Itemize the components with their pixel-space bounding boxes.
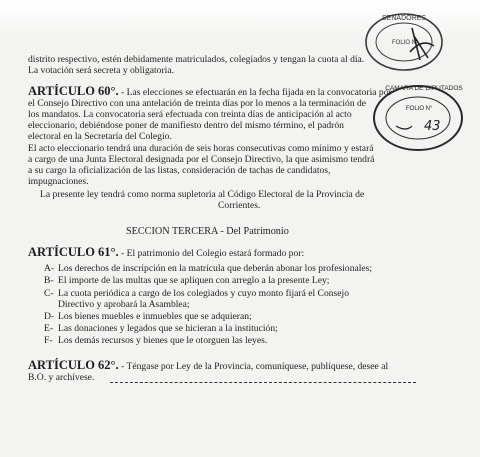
item-letter: C- <box>44 288 54 299</box>
art60-line6: El acto eleccionario tendrá una duración de seis horas consecutivas como mínimo y estará <box>28 143 374 154</box>
item-text: Los bienes muebles e inmuebles que se adquieran; <box>58 311 252 322</box>
item-text: Los derechos de inscripción en la matrícula que deberán abonar los profesionales; <box>58 263 373 274</box>
art61-item-f <box>44 335 267 346</box>
para1-line2: La votación será secreta y obligatoria. <box>28 65 174 76</box>
item-text: El importe de las multas que se apliquen con arreglo a la presente Ley; <box>58 275 330 286</box>
art60-line3: los mandatos. La convocatoria será efectuada con treinta días de anticipación al acto <box>28 109 352 120</box>
item-text: Los demás recursos y bienes que le otorguen las leyes. <box>58 335 268 346</box>
art61-item-b <box>44 275 329 286</box>
item-letter: F- <box>44 335 53 346</box>
stamp2-folio-label: FOLIO N° <box>406 106 433 112</box>
fill-line <box>110 382 416 383</box>
para1-line1: distrito respectivo, estén debidamente matriculados, colegiados y tengan la cuota al día. <box>28 54 365 65</box>
art61-intro: - El patrimonio del Colegio estará formado por: <box>121 248 305 259</box>
item-text: Directivo y aprobará la Asamblea; <box>58 299 190 310</box>
art61-line1 <box>28 247 304 259</box>
section-title: SECCION TERCERA - Del Patrimonio <box>126 226 289 237</box>
art61-heading: ARTÍCULO 61°. <box>28 245 119 259</box>
art61-item-e <box>44 323 278 334</box>
item-letter: A- <box>44 263 55 274</box>
art60-line11: Corrientes. <box>218 200 261 211</box>
item-text: La cuota periódica a cargo de los colegiados y cuyo monto fijará el Consejo <box>58 288 350 299</box>
art60-heading: ARTÍCULO 60°. <box>28 84 119 98</box>
art61-item-c-cont <box>44 299 190 310</box>
stamp1-ring-text: SENADORES <box>382 15 426 22</box>
item-letter: E- <box>44 323 54 334</box>
art60-line7: a cargo de una Junta Electoral designada por el Consejo Directivo, la que asimismo tendrá <box>28 154 375 165</box>
art60-line10: La presente ley tendrá como norma supletoria al Código Electoral de la Provincia de <box>40 189 365 200</box>
art62-heading: ARTÍCULO 62°. <box>28 358 119 372</box>
item-text: Las donaciones y legados que se hicieran a la institución; <box>58 323 278 334</box>
art60-text-1: - Las elecciones se efectuarán en la fecha fijada en la convocatoria por <box>121 87 392 98</box>
senadores-folio-stamp <box>362 8 448 80</box>
art60-line1 <box>28 86 392 98</box>
stamp1-folio-label: FOLIO N° <box>392 40 419 46</box>
item-letter: B- <box>44 275 54 286</box>
art61-item-c <box>44 288 349 299</box>
art62-line1 <box>28 360 388 372</box>
item-letter: D- <box>44 311 55 322</box>
art61-item-a <box>44 263 372 274</box>
art60-line4: eleccionario, debiéndose poner de manifiesto dentro del mismo término, el padrón <box>28 120 344 131</box>
art60-line5: electoral en la Secretaría del Colegio. <box>28 131 172 142</box>
art60-line2: el Consejo Directivo con una antelación de treinta días por lo menos a la terminación de <box>28 98 367 109</box>
art62-line2: B.O. y archívese. <box>28 372 95 383</box>
art62-text-1: - Téngase por Ley de la Provincia, comuníquese, publíquese, desee al <box>121 361 389 372</box>
art60-line9: impugnaciones. <box>28 176 89 187</box>
art61-item-d <box>44 311 252 322</box>
art60-line8: a su cargo la oficialización de las listas, consideración de tachas de candidatos, <box>28 165 331 176</box>
stamp2-ring-text: CAMARA DE DIPUTADOS <box>385 85 463 92</box>
stamp2-folio-number: 43 <box>424 119 441 134</box>
